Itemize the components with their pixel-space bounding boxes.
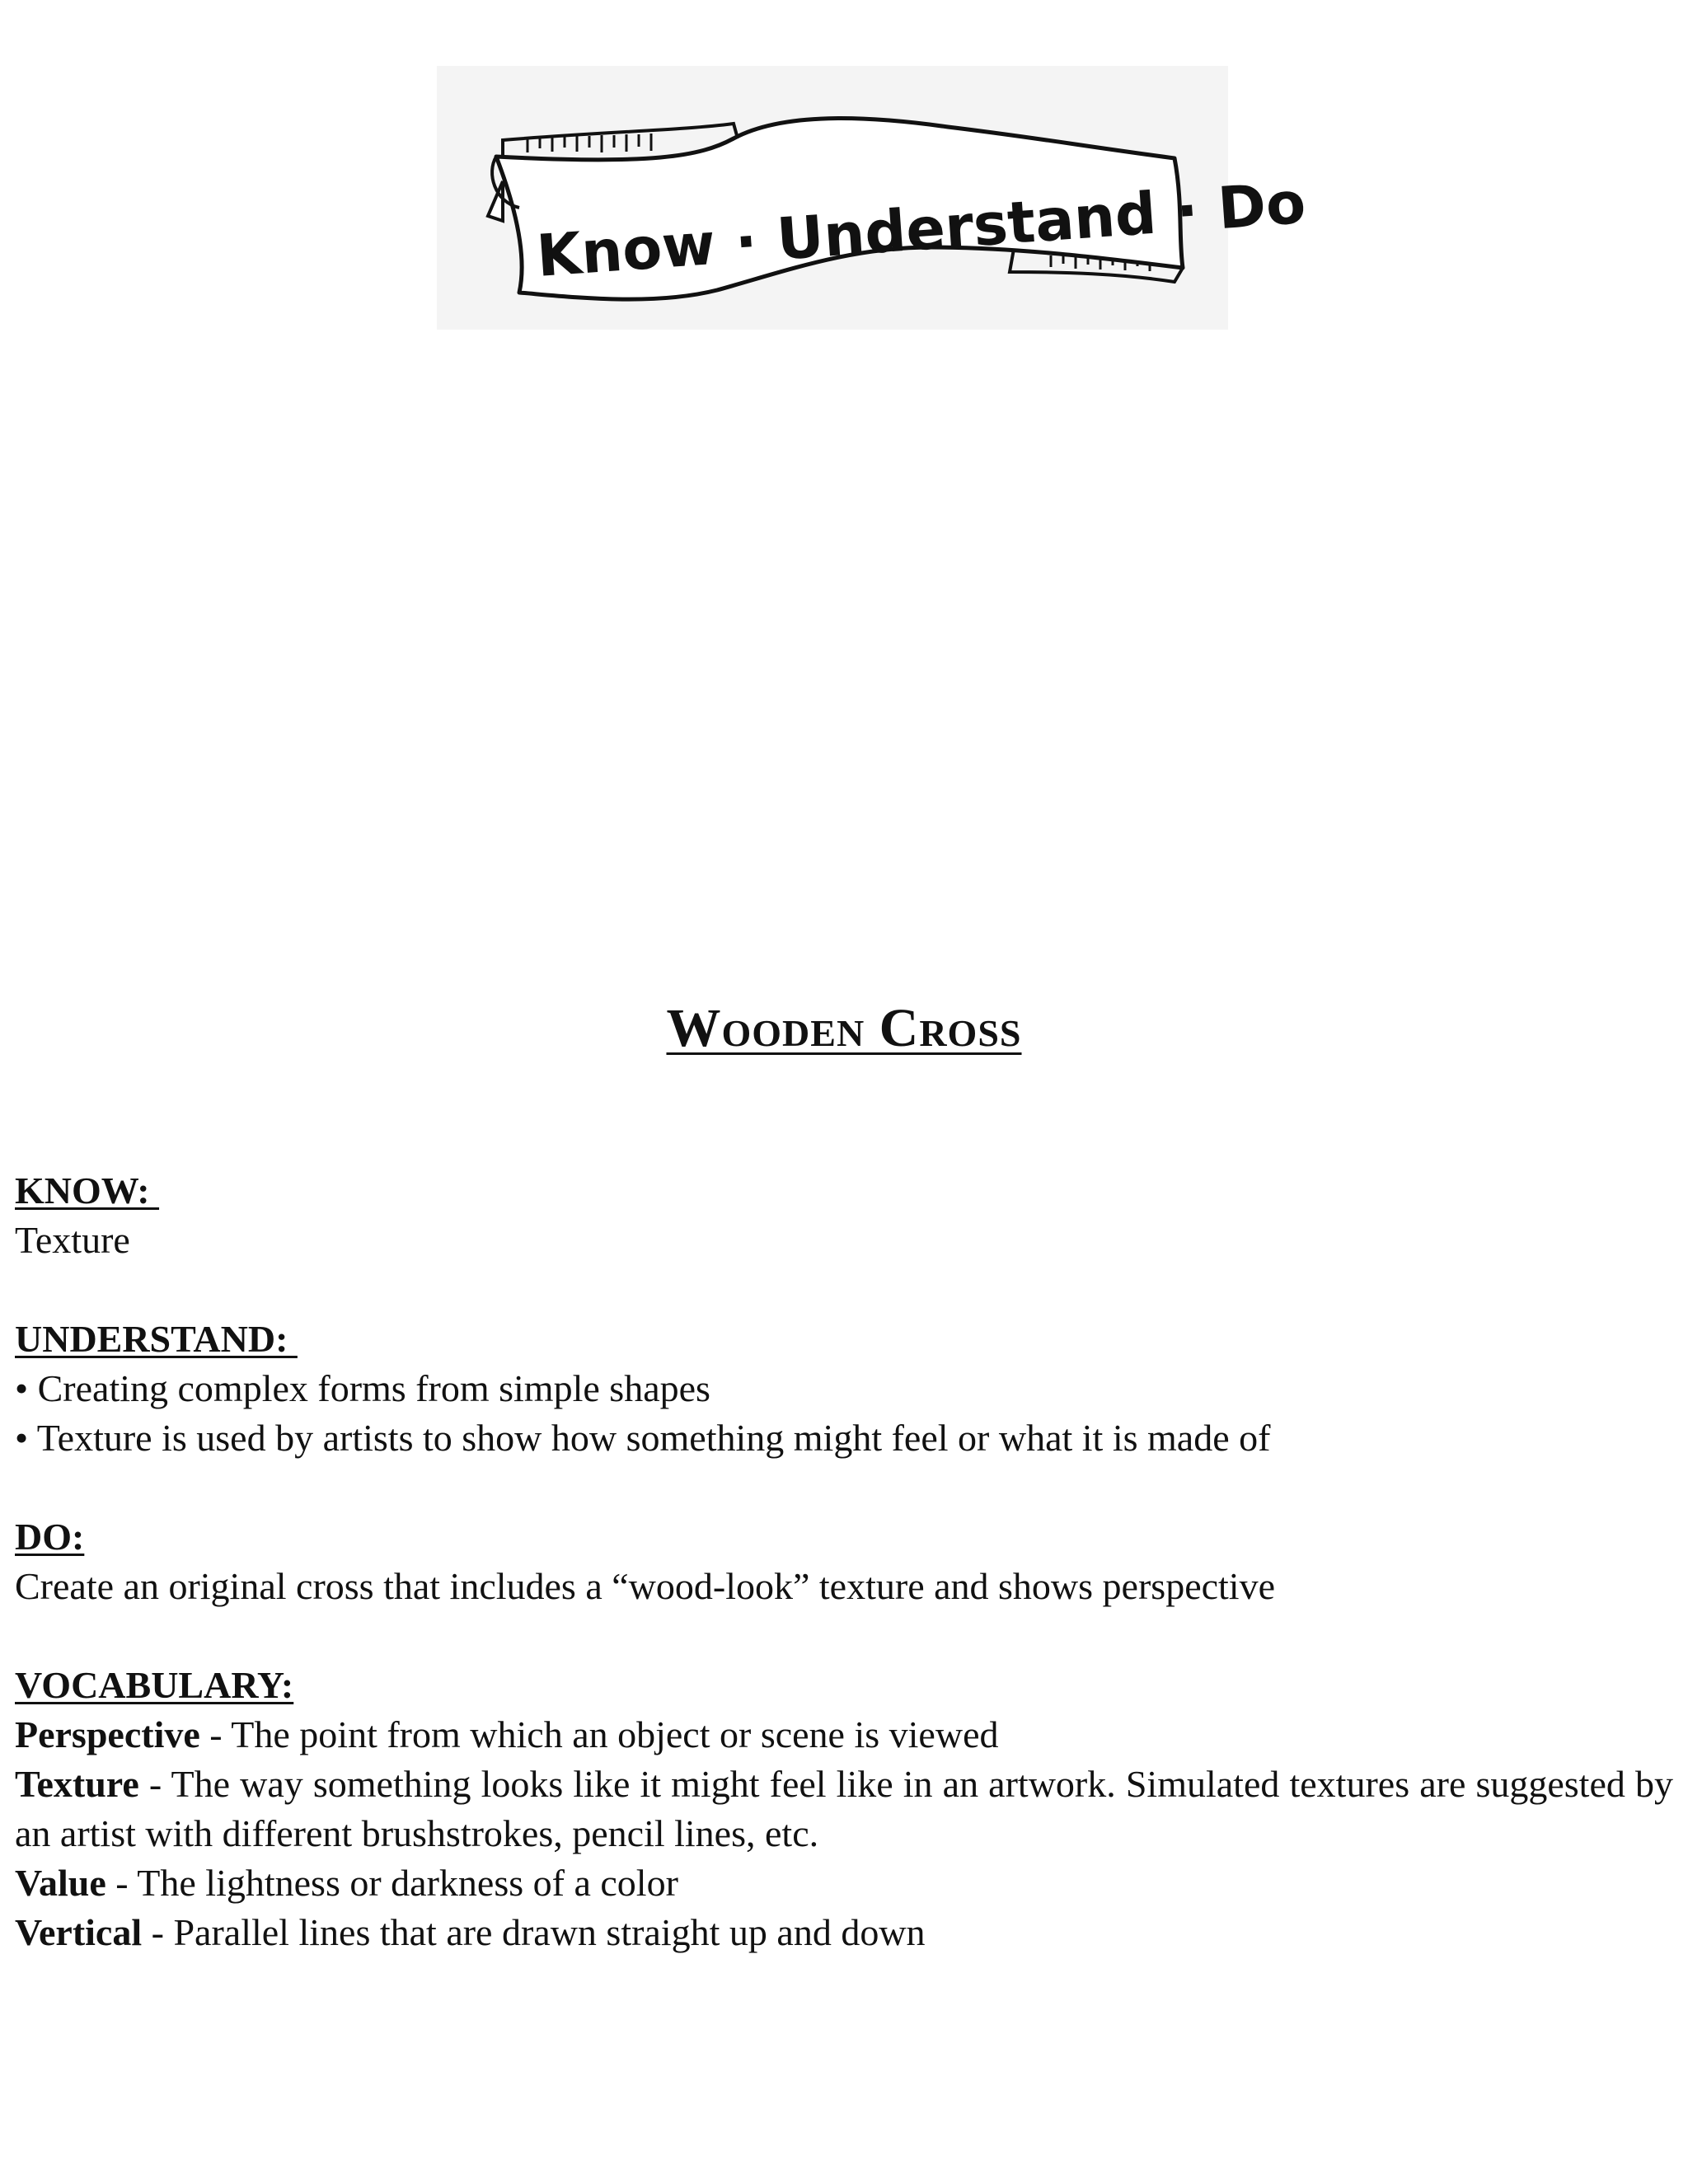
lesson-content xyxy=(15,1166,1673,2007)
understand-section xyxy=(15,1315,1673,1463)
vocabulary-term: Vertical xyxy=(15,1911,143,1953)
do-section xyxy=(15,1512,1673,1611)
vocabulary-definition: Parallel lines that are drawn straight up and down xyxy=(173,1911,926,1953)
do-text: Create an original cross that includes a “wood-look” texture and shows perspective xyxy=(15,1565,1276,1607)
vocabulary-term: Value xyxy=(15,1862,106,1904)
vocabulary-definition: The lightness or darkness of a color xyxy=(137,1862,678,1904)
vocabulary-separator: - xyxy=(142,1911,174,1953)
vocabulary-entry xyxy=(15,1908,1673,1957)
svg-text:Know · Understand · Do: Know · Understand · Do xyxy=(534,168,1308,290)
vocabulary-section xyxy=(15,1661,1673,1957)
vocabulary-term: Texture xyxy=(15,1763,139,1805)
vocabulary-entry xyxy=(15,1858,1673,1908)
vocabulary-entry xyxy=(15,1710,1673,1760)
vocabulary-separator: - xyxy=(199,1713,232,1755)
know-heading: KNOW: xyxy=(15,1169,160,1212)
understand-bullet: • Texture is used by artists to show how something might feel or what it is made of xyxy=(15,1417,1271,1459)
vocabulary-term: Perspective xyxy=(15,1713,200,1755)
vocabulary-heading: VOCABULARY: xyxy=(15,1664,294,1706)
page-title xyxy=(0,998,1688,1058)
vocabulary-definition: The point from which an object or scene is viewed xyxy=(231,1713,999,1755)
vocabulary-separator: - xyxy=(106,1862,138,1904)
know-understand-do-logo xyxy=(437,66,1308,330)
vocabulary-definition: The way something looks like it might feel like in an artwork. Simulated textures are suggested by an artist with different brushstrokes, pencil lines, etc. xyxy=(15,1763,1673,1854)
understand-heading: UNDERSTAND: xyxy=(15,1318,298,1360)
title-text: Wooden Cross xyxy=(666,998,1022,1058)
vocabulary-separator: - xyxy=(138,1763,171,1805)
know-section xyxy=(15,1166,1673,1265)
understand-bullet: • Creating complex forms from simple shapes xyxy=(15,1367,710,1409)
do-heading: DO: xyxy=(15,1516,85,1558)
know-item: Texture xyxy=(15,1219,130,1261)
vocabulary-entry xyxy=(15,1760,1673,1858)
